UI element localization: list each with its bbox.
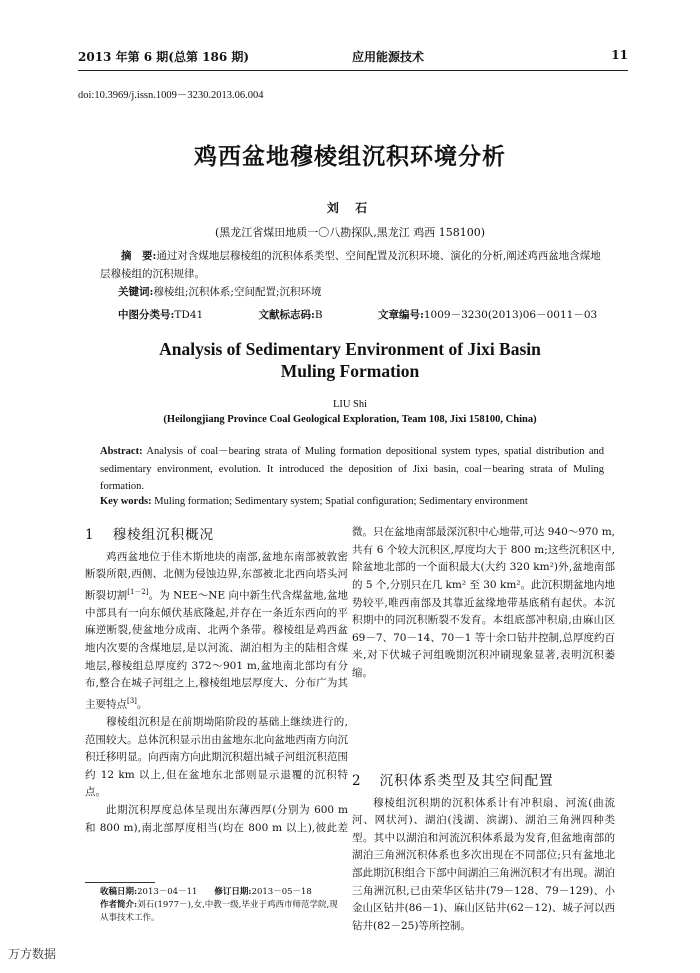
running-header [78, 44, 628, 66]
keywords-cn-label: 关键词: [118, 286, 154, 298]
keywords-en-text: Muling formation; Sedimentary system; Spatial configuration; Sedimentary environment [151, 496, 528, 507]
section-2-paragraph-1: 穆棱组沉积期的沉积体系计有冲积扇、河流(曲流河、网状河)、湖泊(浅湖、滨湖)、湖泊三角洲四种类型。其中以湖泊和河流沉积体系最为发育,但盆地南部的湖泊三角洲沉积体系也多次出现在不同部位;只有盆地北部此期沉积组合下部中间湖泊三角洲沉积才有出现。湖泊三角洲沉积,已由荣华区钻井(79－128、79－129)、小金山区钻井(86－1)、麻山区钻井(62－12)、城子河以西钻井(82－25)等所控制。 [352, 796, 615, 932]
s1p1-text-c: 。 [136, 698, 148, 711]
section-1-paragraph-1 [85, 549, 348, 714]
title-english [0, 338, 700, 382]
section-2-title: 沉积体系类型及其空间配置 [379, 773, 554, 789]
keywords-english [100, 496, 604, 507]
abstract-cn-text: 通过对含煤地层穆棱组的沉积体系类型、空间配置及沉积环境、演化的分析,阐述鸡西盆地含煤地层穆棱组的沉积规律。 [100, 250, 601, 280]
s1p3-cont-text: 微。只在盆地南部最深沉积中心地带,可达 940～970 m,共有 6 个较大沉积区,厚度均大于 800 m;这些沉积区中,除盆地北部的一个面积最大(大约 320 km²)外,盆地南部的 5 个,分别只在几 km² 至 30 km²。此沉积期盆地内地势较平,唯西南部及其靠近盆缘地带基底稍有起伏。本沉积期中的同沉积断裂不发育。本组底部冲积扇,由麻山区 69－7、70－14、70－1 等十余口钻井控制,总厚度约百米,对下伏城子河组晚期沉积冲刷现象显著,表明沉积萎缩。 [352, 526, 615, 679]
author-chinese: 刘 石 [326, 201, 374, 215]
page-number: 11 [611, 48, 628, 62]
doi[interactable]: doi:10.3969/j.issn.1009－3230.2013.06.004 [78, 90, 264, 101]
abstract-chinese [100, 247, 604, 301]
author-english: LIU Shi [332, 399, 368, 410]
revised-label: 修订日期: [214, 887, 252, 897]
article-number-label: 文章编号: [377, 309, 424, 321]
section-2-heading [352, 773, 615, 791]
journal-name: 应用能源技术 [351, 50, 424, 64]
keywords-cn-text: 穆棱组;沉积体系;空间配置;沉积环境 [153, 286, 322, 298]
section-1-paragraph-3-cont [352, 524, 615, 770]
affiliation-chinese: (黑龙江省煤田地质一〇八勘探队,黑龙江 鸡西 158100) [214, 226, 486, 239]
article-number-value: 1009－3230(2013)06－0011－03 [423, 309, 598, 321]
classification-line [118, 307, 649, 322]
section-2-number: 2 [352, 773, 362, 789]
affiliation-english: (Heilongjiang Province Coal Geological Exploration, Team 108, Jixi 158100, China) [163, 414, 537, 425]
title-chinese: 鸡西盆地穆棱组沉积环境分析 [194, 143, 506, 170]
s1p1-text-b: 。为 NEE～NE 向中新生代含煤盆地,盆地中部具有一向东倾伏基底隆起,并存在一条近东西向的平麻逆断裂,使盆地分成南、北两个条带。穆棱组是鸡西盆地内次要的含煤地层,是以河流、湖泊相为主的陆相含煤地层,穆棱组总厚度约 372～901 m,盆地南北部均有分布,整合在城子河组之上,穆棱组地层厚度大、分布广为其主要特点 [85, 589, 349, 711]
header-rule [78, 70, 628, 71]
section-1-number: 1 [85, 527, 95, 543]
footnote [100, 886, 340, 925]
abstract-en-label: Abstract: [100, 446, 143, 457]
section-1-heading [85, 527, 348, 545]
footnote-rule [85, 882, 155, 883]
issue-label: 2013 年第 6 期(总第 186 期) [78, 50, 250, 64]
citation-1-2[interactable]: [1－2] [127, 587, 149, 596]
clc-label: 中图分类号: [118, 309, 175, 321]
s1p1-text: 鸡西盆地位于佳木斯地块的南部,盆地东南部被敦密断裂所限,西侧、北侧为侵蚀边界,东部被北北西向塔头河断裂切割 [85, 550, 348, 602]
section-1-title: 穆棱组沉积概况 [112, 527, 215, 543]
keywords-en-label: Key words: [100, 496, 152, 507]
received-label: 收稿日期: [100, 887, 138, 897]
left-column [85, 524, 348, 837]
watermark: 万方数据 [8, 947, 57, 961]
author-bio-label: 作者简介: [100, 900, 138, 910]
section-1-paragraph-3: 此期沉积厚度总体呈现出东薄西厚(分别为 600 m 和 800 m),南北部厚度相当(均在 800 m 以上),彼此差 [85, 803, 348, 834]
author-bio: 刘石(1977－),女,中教一级,毕业于鸡西市师范学院,现从事技术工作。 [100, 900, 338, 923]
revised-date: 2013－05－18 [251, 887, 312, 897]
section-1-paragraph-2: 穆棱组沉积是在前期坳陷阶段的基础上继续进行的,范围较大。总体沉积显示出由盆地东北向盆地西南方向沉积迁移明显。向西南方向此期沉积超出城子河组沉积范围约 12 km 以上,但在盆地东北部则显示退覆的沉积特点。 [85, 715, 348, 799]
doc-code-label: 文献标志码: [258, 309, 315, 321]
citation-3[interactable]: [3] [127, 696, 137, 705]
clc-value: TD41 [174, 309, 204, 321]
doc-code-value: B [314, 309, 323, 321]
abstract-en-text: Analysis of coal－bearing strata of Muling formation depositional system types, spatial distribution and sedimentary environment, evolution. It introduced the deposition of Jixi basin, coal－bearing strata of Muling formation. [100, 446, 604, 492]
right-column [352, 524, 615, 935]
received-date: 2013－04－11 [137, 887, 198, 897]
title-english-text: Analysis of Sedimentary Environment of Jixi Basin Muling Formation [159, 339, 541, 381]
abstract-english [100, 443, 604, 496]
abstract-cn-label: 摘 要: [121, 250, 157, 262]
